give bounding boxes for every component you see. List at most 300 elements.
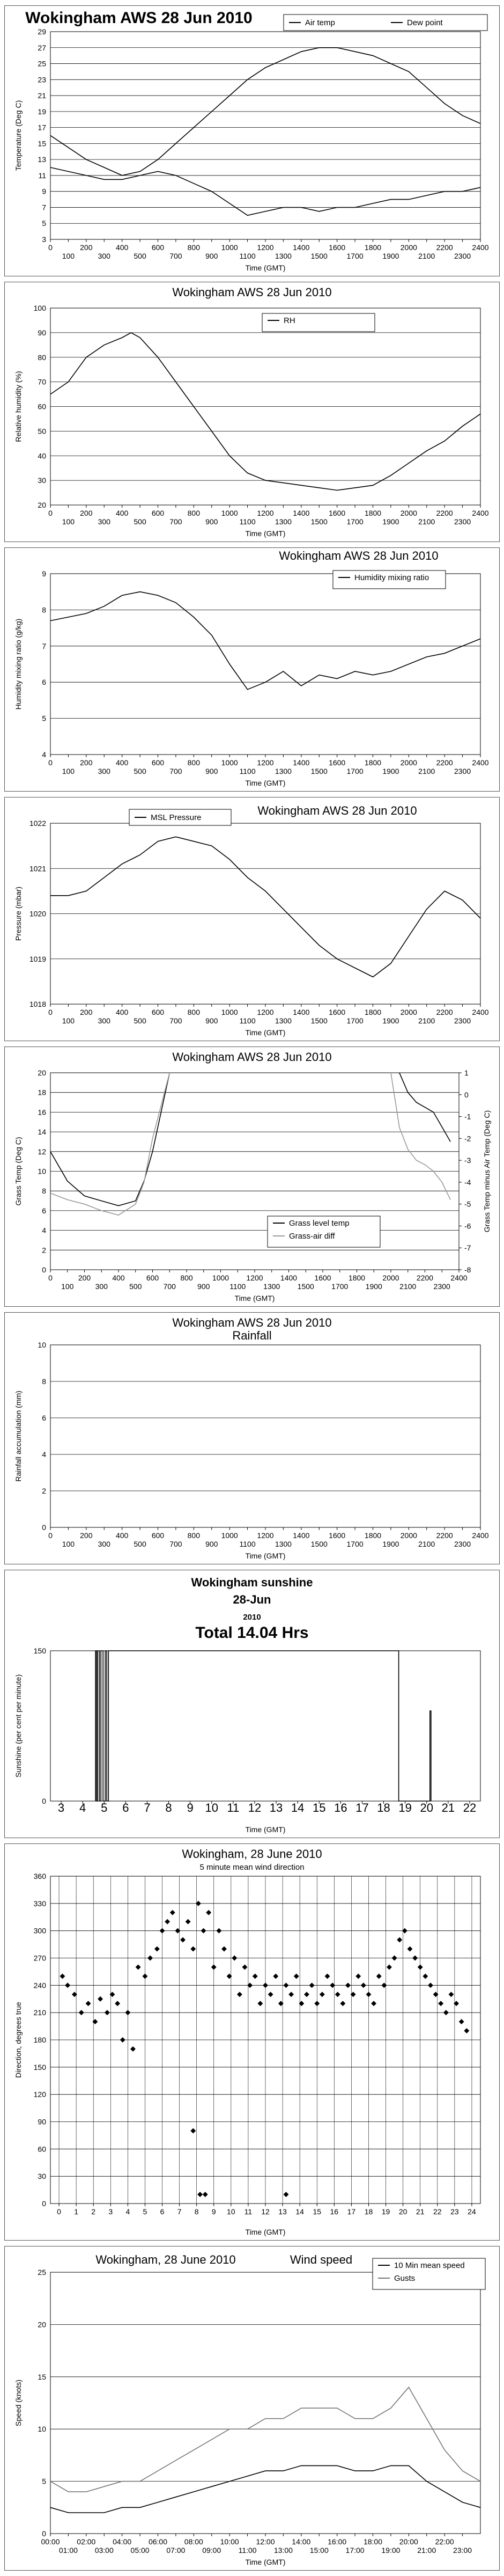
rh-x-tick-label: 900 (205, 517, 218, 526)
grass-x-tick-label: 900 (197, 1282, 210, 1291)
wspd-x-tick-label: 09:00 (202, 2546, 221, 2555)
rain-x-tick-label: 2200 (436, 1531, 453, 1540)
rain-chart-panel (4, 1312, 500, 1564)
press-y-tick-label: 1022 (29, 819, 46, 828)
grass-x-tick-label: 2300 (433, 1282, 450, 1291)
wspd-x-tick-label: 05:00 (130, 2546, 150, 2555)
wdir-y-tick-label: 30 (38, 2172, 46, 2181)
grass-x-tick-label: 1000 (212, 1274, 229, 1282)
mix-y-tick-label: 6 (42, 678, 46, 687)
press-x-tick-label: 400 (115, 1008, 129, 1016)
rain-x-tick-label: 300 (98, 1540, 110, 1548)
rh-title: Wokingham AWS 28 Jun 2010 (172, 286, 332, 299)
wdir-y-tick-label: 180 (33, 2036, 46, 2044)
sun-x-tick-label: 21 (441, 1801, 455, 1814)
temp-title: Wokingham AWS 28 Jun 2010 (25, 9, 253, 27)
mix-x-tick-label: 1400 (293, 758, 310, 767)
sun-x-tick-label: 22 (463, 1801, 477, 1814)
grass-x-tick-label: 2100 (399, 1282, 417, 1291)
temp-legend-label: Dew point (407, 18, 443, 27)
wdir-y-tick-label: 240 (33, 1981, 46, 1990)
rh-y-tick-label: 90 (38, 328, 46, 337)
rain-y-axis-label: Rainfall accumulation (mm) (14, 1391, 23, 1482)
sun-title: Wokingham sunshine (191, 1576, 313, 1589)
rh-y-tick-label: 30 (38, 476, 46, 485)
temp-legend-label: Air temp (305, 18, 335, 27)
rain-title: Wokingham AWS 28 Jun 2010 (172, 1316, 332, 1329)
sun-chart (5, 1570, 499, 1838)
grass-legend-label: Grass level temp (289, 1219, 350, 1228)
wspd-x-tick-label: 20:00 (399, 2537, 418, 2546)
rh-y-tick-label: 80 (38, 353, 46, 362)
rh-x-tick-label: 2000 (400, 509, 417, 517)
grass-x-tick-label: 2200 (416, 1274, 434, 1282)
sun-x-tick-label: 17 (355, 1801, 369, 1814)
grass-y-tick-label: 6 (42, 1206, 46, 1215)
grass-x-tick-label: 1400 (280, 1274, 298, 1282)
grass-x-tick-label: 0 (48, 1274, 53, 1282)
rain-subtitle: Rainfall (232, 1329, 272, 1342)
sun-subtitle2: 2010 (243, 1613, 261, 1622)
wdir-x-tick-label: 17 (347, 2207, 356, 2216)
rh-x-tick-label: 800 (187, 509, 201, 517)
wdir-x-axis-label: Time (GMT) (245, 2228, 286, 2236)
mix-x-tick-label: 2100 (418, 767, 435, 775)
mix-x-tick-label: 900 (205, 767, 218, 775)
wdir-y-tick-label: 360 (33, 1872, 46, 1880)
press-x-tick-label: 1400 (293, 1008, 310, 1016)
wspd-x-tick-label: 08:00 (184, 2537, 203, 2546)
grass-y2-tick-label: -8 (464, 1265, 471, 1274)
wdir-chart (5, 1844, 499, 2240)
temp-x-tick-label: 700 (169, 252, 182, 260)
sun-y-tick-label: 150 (33, 1646, 46, 1655)
mix-plot-area (50, 574, 480, 755)
rh-y-tick-label: 70 (38, 377, 46, 386)
wdir-x-tick-label: 14 (295, 2207, 304, 2216)
rh-y-axis-label: Relative humidity (%) (14, 371, 23, 442)
rh-x-tick-label: 1500 (310, 517, 328, 526)
wspd-title: Wokingham, 28 June 2010 (95, 2253, 236, 2266)
wdir-y-tick-label: 210 (33, 2008, 46, 2017)
wspd-x-tick-label: 19:00 (381, 2546, 401, 2555)
wdir-title: Wokingham, 28 June 2010 (182, 1847, 322, 1861)
temp-x-tick-label: 1100 (239, 252, 256, 260)
rain-y-tick-label: 4 (42, 1450, 46, 1459)
wdir-y-tick-label: 0 (42, 2199, 46, 2208)
press-y-axis-label: Pressure (mbar) (14, 886, 23, 941)
mix-y-tick-label: 7 (42, 641, 46, 650)
rh-x-tick-label: 2200 (436, 509, 453, 517)
sun-x-axis-label: Time (GMT) (245, 1825, 286, 1834)
temp-x-tick-label: 1200 (257, 243, 274, 252)
temp-y-tick-label: 7 (42, 203, 46, 212)
temp-x-tick-label: 1900 (382, 252, 399, 260)
rain-x-tick-label: 600 (151, 1531, 165, 1540)
grass-x-tick-label: 1300 (263, 1282, 280, 1291)
sun-x-tick-label: 15 (313, 1801, 326, 1814)
sun-x-tick-label: 10 (205, 1801, 218, 1814)
sun-x-tick-label: 18 (377, 1801, 390, 1814)
rh-y-tick-label: 50 (38, 427, 46, 436)
temp-x-tick-label: 1800 (364, 243, 382, 252)
wspd-y-tick-label: 0 (42, 2529, 46, 2538)
wdir-y-tick-label: 90 (38, 2117, 46, 2126)
press-x-tick-label: 100 (62, 1016, 75, 1025)
rh-y-tick-label: 100 (33, 304, 46, 312)
press-x-tick-label: 700 (169, 1016, 182, 1025)
wspd-x-tick-label: 23:00 (453, 2546, 472, 2555)
grass-x-tick-label: 300 (95, 1282, 108, 1291)
mix-x-tick-label: 0 (48, 758, 53, 767)
temp-x-tick-label: 900 (205, 252, 218, 260)
rain-x-axis-label: Time (GMT) (245, 1552, 286, 1560)
grass-y-tick-label: 20 (38, 1069, 46, 1077)
rain-plot-area (50, 1345, 480, 1527)
mix-x-tick-label: 1500 (310, 767, 328, 775)
wdir-x-tick-label: 22 (433, 2207, 442, 2216)
mix-y-tick-label: 5 (42, 714, 46, 723)
wspd-y-axis-label: Speed (knots) (14, 2379, 23, 2427)
wspd-legend-label: 10 Min mean speed (394, 2261, 465, 2270)
grass-y-tick-label: 0 (42, 1265, 46, 1274)
mix-chart-panel (4, 547, 500, 792)
wdir-x-tick-label: 19 (381, 2207, 390, 2216)
press-x-tick-label: 300 (98, 1016, 110, 1025)
grass-x-tick-label: 1100 (229, 1282, 246, 1291)
wdir-x-tick-label: 15 (313, 2207, 322, 2216)
press-y-tick-label: 1019 (29, 954, 46, 963)
sun-x-tick-label: 4 (79, 1801, 86, 1814)
press-legend-label: MSL Pressure (151, 813, 202, 822)
grass-chart (5, 1047, 499, 1306)
wspd-legend-label: Gusts (394, 2274, 416, 2283)
wspd-chart (5, 2246, 499, 2570)
wdir-x-tick-label: 3 (108, 2207, 113, 2216)
sun-x-tick-label: 20 (420, 1801, 433, 1814)
temp-x-tick-label: 1700 (346, 252, 364, 260)
sun-x-tick-label: 7 (144, 1801, 151, 1814)
temp-y-tick-label: 11 (38, 171, 46, 180)
grass-legend-label: Grass-air diff (289, 1232, 335, 1241)
temp-x-axis-label: Time (GMT) (245, 264, 286, 272)
mix-x-tick-label: 300 (98, 767, 110, 775)
rh-x-tick-label: 1200 (257, 509, 274, 517)
mix-x-tick-label: 400 (115, 758, 129, 767)
rh-y-tick-label: 60 (38, 402, 46, 411)
press-x-tick-label: 200 (80, 1008, 93, 1016)
sun-x-tick-label: 12 (248, 1801, 262, 1814)
rain-y-tick-label: 10 (38, 1341, 46, 1349)
press-x-axis-label: Time (GMT) (245, 1028, 286, 1037)
wspd-x-tick-label: 12:00 (256, 2537, 275, 2546)
rh-x-tick-label: 1700 (346, 517, 364, 526)
rh-x-tick-label: 100 (62, 517, 75, 526)
press-x-tick-label: 900 (205, 1016, 218, 1025)
temp-x-tick-label: 1400 (293, 243, 310, 252)
temp-x-tick-label: 1600 (329, 243, 346, 252)
temp-y-tick-label: 29 (38, 27, 46, 36)
wdir-x-tick-label: 8 (194, 2207, 199, 2216)
mix-x-tick-label: 1800 (364, 758, 382, 767)
mix-legend-label: Humidity mixing ratio (354, 573, 429, 582)
mix-x-tick-label: 1300 (275, 767, 292, 775)
mix-y-tick-label: 9 (42, 569, 46, 578)
press-x-tick-label: 2200 (436, 1008, 453, 1016)
grass-y2-tick-label: -1 (464, 1112, 471, 1121)
wspd-x-tick-label: 11:00 (238, 2546, 257, 2555)
grass-x-tick-label: 2000 (382, 1274, 399, 1282)
mix-x-tick-label: 1900 (382, 767, 399, 775)
mix-x-tick-label: 500 (134, 767, 146, 775)
rain-x-tick-label: 400 (115, 1531, 129, 1540)
grass-x-tick-label: 1200 (246, 1274, 263, 1282)
rain-x-tick-label: 500 (134, 1540, 146, 1548)
wspd-x-tick-label: 00:00 (41, 2537, 60, 2546)
wdir-x-tick-label: 0 (57, 2207, 61, 2216)
rain-x-tick-label: 1400 (293, 1531, 310, 1540)
grass-x-tick-label: 600 (146, 1274, 159, 1282)
rain-x-tick-label: 1200 (257, 1531, 274, 1540)
wdir-x-tick-label: 6 (160, 2207, 165, 2216)
rain-x-tick-label: 1000 (221, 1531, 238, 1540)
grass-y-tick-label: 2 (42, 1246, 46, 1255)
grass-x-axis-label: Time (GMT) (234, 1294, 275, 1302)
mix-x-tick-label: 1200 (257, 758, 274, 767)
sun-x-tick-label: 16 (334, 1801, 347, 1814)
grass-y-axis-label: Grass Temp (Deg C) (14, 1137, 23, 1206)
grass-y-tick-label: 4 (42, 1226, 46, 1235)
wdir-chart-panel (4, 1843, 500, 2241)
grass-y-tick-label: 8 (42, 1187, 46, 1196)
grass-x-tick-label: 1900 (365, 1282, 382, 1291)
wspd-x-tick-label: 14:00 (292, 2537, 311, 2546)
wspd-x-tick-label: 10:00 (220, 2537, 239, 2546)
press-y-tick-label: 1018 (29, 1000, 46, 1008)
grass-y2-tick-label: -7 (464, 1243, 471, 1253)
mix-x-tick-label: 600 (151, 758, 165, 767)
wspd-y-tick-label: 5 (42, 2477, 46, 2486)
grass-x-tick-label: 700 (163, 1282, 176, 1291)
grass-y-tick-label: 10 (38, 1167, 46, 1176)
rh-x-tick-label: 2100 (418, 517, 435, 526)
rain-x-tick-label: 800 (187, 1531, 201, 1540)
rain-chart (5, 1313, 499, 1564)
rh-x-tick-label: 1100 (239, 517, 256, 526)
temp-plot-area (50, 32, 480, 239)
wdir-x-tick-label: 11 (244, 2207, 253, 2216)
press-x-tick-label: 1800 (364, 1008, 382, 1016)
wdir-y-tick-label: 270 (33, 1953, 46, 1963)
grass-y-tick-label: 12 (38, 1147, 46, 1156)
temp-x-tick-label: 1000 (221, 243, 238, 252)
mix-y-axis-label: Humidity mixing ratio (g/kg) (14, 618, 23, 710)
mix-x-tick-label: 1700 (346, 767, 364, 775)
wdir-x-tick-label: 16 (330, 2207, 339, 2216)
grass-x-tick-label: 2400 (450, 1274, 468, 1282)
sun-x-tick-label: 6 (122, 1801, 129, 1814)
wspd-x-tick-label: 02:00 (77, 2537, 96, 2546)
rain-x-tick-label: 1100 (239, 1540, 256, 1548)
rh-x-tick-label: 600 (151, 509, 165, 517)
press-y-tick-label: 1021 (29, 864, 46, 873)
grass-y2-axis-label: Grass Temp minus Air Temp (Deg C) (483, 1110, 491, 1233)
sun-x-tick-label: 5 (101, 1801, 108, 1814)
grass-x-tick-label: 500 (129, 1282, 142, 1291)
rain-x-tick-label: 1700 (346, 1540, 364, 1548)
wdir-x-tick-label: 5 (143, 2207, 147, 2216)
wdir-x-tick-label: 21 (416, 2207, 425, 2216)
rh-y-tick-label: 20 (38, 501, 46, 509)
wspd-x-tick-label: 22:00 (435, 2537, 454, 2546)
press-x-tick-label: 2400 (472, 1008, 489, 1016)
mix-x-tick-label: 2300 (454, 767, 471, 775)
temp-y-tick-label: 9 (42, 187, 46, 196)
press-x-tick-label: 1200 (257, 1008, 274, 1016)
mix-x-tick-label: 2200 (436, 758, 453, 767)
mix-title: Wokingham AWS 28 Jun 2010 (279, 549, 439, 562)
sun-x-tick-label: 11 (227, 1801, 240, 1814)
temp-x-tick-label: 2100 (418, 252, 435, 260)
rh-x-tick-label: 1000 (221, 509, 238, 517)
rh-x-tick-label: 200 (80, 509, 93, 517)
temp-y-tick-label: 25 (38, 59, 46, 68)
sun-x-tick-label: 14 (291, 1801, 305, 1814)
temp-y-tick-label: 17 (38, 123, 46, 132)
rh-x-tick-label: 1600 (329, 509, 346, 517)
press-x-tick-label: 0 (48, 1008, 53, 1016)
temp-x-tick-label: 600 (151, 243, 165, 252)
rain-y-tick-label: 8 (42, 1377, 46, 1386)
rh-legend-label: RH (284, 316, 295, 325)
rh-chart-panel (4, 282, 500, 542)
mix-y-tick-label: 8 (42, 605, 46, 614)
wdir-x-tick-label: 7 (177, 2207, 182, 2216)
press-x-tick-label: 800 (187, 1008, 201, 1016)
temp-chart-panel (4, 5, 500, 276)
grass-title: Wokingham AWS 28 Jun 2010 (172, 1050, 332, 1064)
mix-x-tick-label: 2400 (472, 758, 489, 767)
temp-y-tick-label: 23 (38, 75, 46, 84)
rh-x-tick-label: 400 (115, 509, 129, 517)
grass-x-tick-label: 1800 (348, 1274, 366, 1282)
wspd-x-tick-label: 04:00 (113, 2537, 132, 2546)
rh-x-tick-label: 2300 (454, 517, 471, 526)
press-chart (5, 797, 499, 1041)
press-x-tick-label: 2000 (400, 1008, 417, 1016)
temp-x-tick-label: 1500 (310, 252, 328, 260)
mix-x-tick-label: 1000 (221, 758, 238, 767)
grass-y2-tick-label: -5 (464, 1199, 471, 1209)
wdir-x-tick-label: 4 (125, 2207, 130, 2216)
mix-x-tick-label: 1100 (239, 767, 256, 775)
wspd-y-tick-label: 15 (38, 2372, 46, 2381)
rh-x-tick-label: 0 (48, 509, 53, 517)
temp-x-tick-label: 2400 (472, 243, 489, 252)
grass-y2-tick-label: 1 (464, 1069, 469, 1077)
rh-x-tick-label: 2400 (472, 509, 489, 517)
press-x-tick-label: 1100 (239, 1016, 256, 1025)
rh-x-tick-label: 700 (169, 517, 182, 526)
mix-x-tick-label: 100 (62, 767, 75, 775)
rh-x-tick-label: 1400 (293, 509, 310, 517)
press-x-tick-label: 1600 (329, 1008, 346, 1016)
temp-x-tick-label: 2000 (400, 243, 417, 252)
rain-x-tick-label: 1500 (310, 1540, 328, 1548)
wdir-x-tick-label: 2 (91, 2207, 96, 2216)
rain-x-tick-label: 700 (169, 1540, 182, 1548)
wspd-x-tick-label: 13:00 (273, 2546, 293, 2555)
wdir-y-tick-label: 60 (38, 2145, 46, 2154)
wdir-x-tick-label: 23 (450, 2207, 459, 2216)
temp-y-tick-label: 21 (38, 91, 46, 100)
wdir-x-tick-label: 18 (364, 2207, 373, 2216)
rh-y-tick-label: 40 (38, 451, 46, 460)
wspd-subtitle: Wind speed (290, 2253, 353, 2266)
mix-chart (5, 548, 499, 791)
wspd-x-tick-label: 06:00 (148, 2537, 168, 2546)
sun-x-tick-label: 3 (57, 1801, 65, 1814)
temp-y-tick-label: 3 (42, 235, 46, 244)
wdir-x-tick-label: 12 (261, 2207, 270, 2216)
rain-x-tick-label: 2400 (472, 1531, 489, 1540)
grass-y2-tick-label: -6 (464, 1221, 471, 1231)
mix-x-tick-label: 200 (80, 758, 93, 767)
rain-x-tick-label: 1300 (275, 1540, 292, 1548)
sun-y-tick-label: 0 (42, 1797, 46, 1805)
mix-x-tick-label: 800 (187, 758, 201, 767)
grass-x-tick-label: 1600 (314, 1274, 331, 1282)
temp-y-tick-label: 15 (38, 139, 46, 148)
wspd-y-tick-label: 25 (38, 2268, 46, 2277)
rain-x-tick-label: 2300 (454, 1540, 471, 1548)
grass-x-tick-label: 200 (78, 1274, 91, 1282)
temp-x-tick-label: 300 (98, 252, 110, 260)
rain-x-tick-label: 900 (205, 1540, 218, 1548)
mix-y-tick-label: 4 (42, 750, 46, 759)
grass-y-tick-label: 14 (38, 1128, 46, 1137)
temp-x-tick-label: 200 (80, 243, 93, 252)
grass-x-tick-label: 1500 (297, 1282, 314, 1291)
rh-chart (5, 282, 499, 541)
temp-x-tick-label: 0 (48, 243, 53, 252)
sun-x-tick-label: 19 (398, 1801, 412, 1814)
sun-subtitle3: Total 14.04 Hrs (195, 1624, 309, 1642)
temp-y-tick-label: 13 (38, 155, 46, 164)
temp-x-tick-label: 800 (187, 243, 201, 252)
grass-y2-tick-label: -4 (464, 1177, 471, 1187)
wspd-x-axis-label: Time (GMT) (245, 2558, 286, 2566)
press-x-tick-label: 500 (134, 1016, 146, 1025)
rain-y-tick-label: 6 (42, 1414, 46, 1422)
rh-x-tick-label: 1300 (275, 517, 292, 526)
sun-chart-panel (4, 1570, 500, 1838)
sun-x-tick-label: 9 (187, 1801, 194, 1814)
temp-x-tick-label: 500 (134, 252, 146, 260)
sun-y-axis-label: Sunshine (per cent per minute) (14, 1674, 23, 1778)
rh-legend (262, 313, 375, 332)
press-x-tick-label: 1900 (382, 1016, 399, 1025)
grass-x-tick-label: 1700 (331, 1282, 349, 1291)
wdir-y-tick-label: 300 (33, 1926, 46, 1935)
press-x-tick-label: 1000 (221, 1008, 238, 1016)
grass-x-tick-label: 800 (180, 1274, 193, 1282)
wdir-subtitle: 5 minute mean wind direction (199, 1863, 305, 1872)
mix-x-tick-label: 1600 (329, 758, 346, 767)
sun-subtitle: 28-Jun (233, 1593, 271, 1606)
rain-x-tick-label: 1800 (364, 1531, 382, 1540)
wspd-x-tick-label: 16:00 (328, 2537, 347, 2546)
